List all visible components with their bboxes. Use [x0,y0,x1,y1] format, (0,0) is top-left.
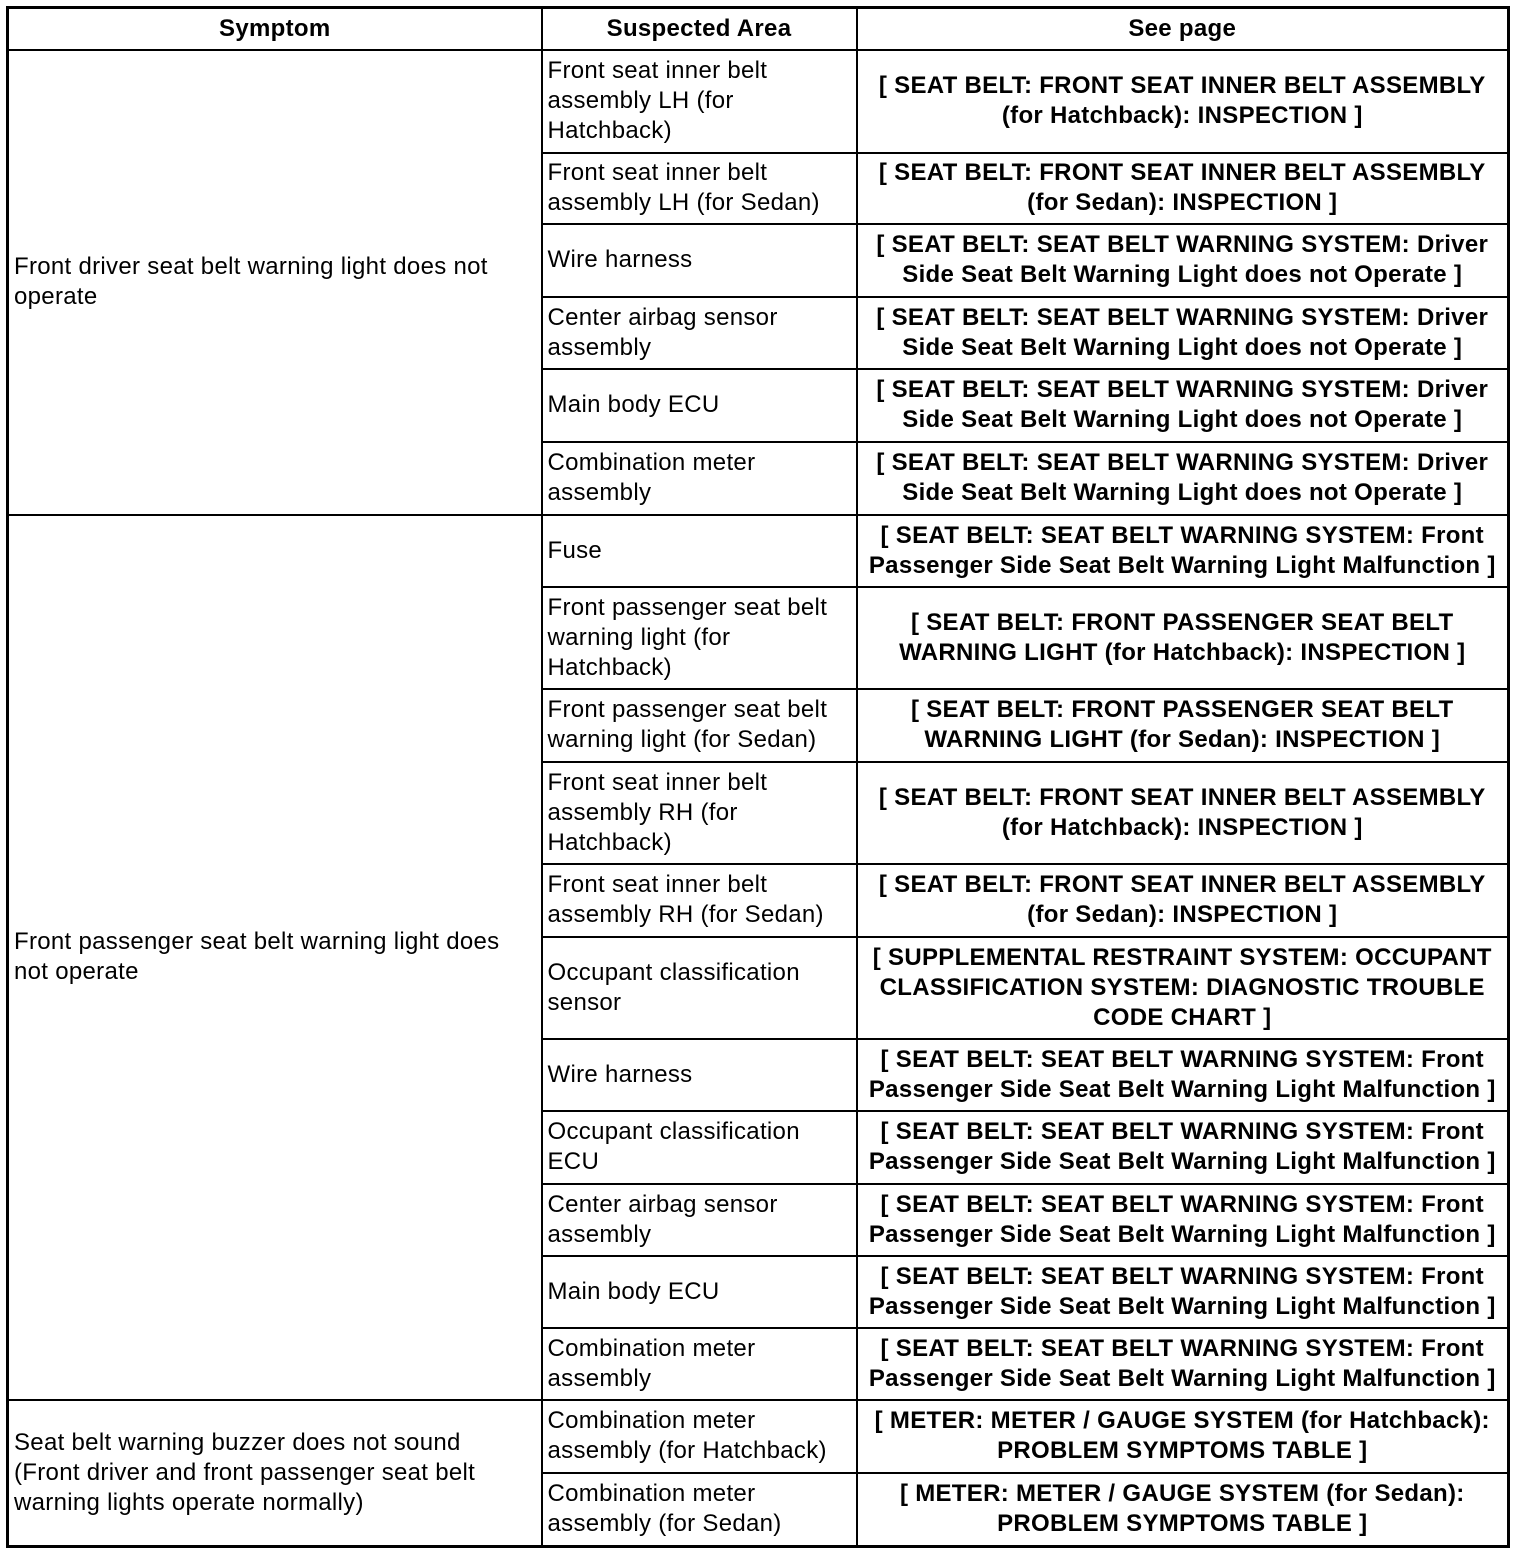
see-page-cell [857,297,1509,369]
see-page-cell [857,689,1509,762]
suspected-area-cell: Front passenger seat belt warning light (for Hatchback) [542,587,857,689]
symptom-cell: Front driver seat belt warning light does not operate [8,50,542,515]
suspected-area-cell: Front seat inner belt assembly RH (for Sedan) [542,864,857,937]
see-page-link[interactable]: [ METER: METER / GAUGE SYSTEM (for Sedan): PROBLEM SYMPTOMS TABLE ] [899,1480,1465,1538]
header-row [8,8,1509,50]
see-page-cell [857,1400,1509,1473]
see-page-cell [857,369,1509,442]
see-page-link[interactable]: [ METER: METER / GAUGE SYSTEM (for Hatchback): PROBLEM SYMPTOMS TABLE ] [874,1407,1490,1464]
see-page-link[interactable]: [ SUPPLEMENTAL RESTRAINT SYSTEM: OCCUPANT CLASSIFICATION SYSTEM: DIAGNOSTIC TROUBLE CODE CHART ] [872,943,1492,1031]
suspected-area-cell: Front passenger seat belt warning light (for Sedan) [542,689,857,762]
see-page-link[interactable]: [ SEAT BELT: SEAT BELT WARNING SYSTEM: Front Passenger Side Seat Belt Warning Light Malfunction ] [868,521,1496,579]
see-page-link[interactable]: [ SEAT BELT: SEAT BELT WARNING SYSTEM: Front Passenger Side Seat Belt Warning Light Malfunction ] [868,1334,1496,1392]
see-page-cell [857,1184,1509,1256]
suspected-area-cell: Main body ECU [542,369,857,442]
suspected-area-cell: Occupant classification ECU [542,1111,857,1184]
problem-symptoms-table [6,6,1510,1548]
suspected-area-cell: Front seat inner belt assembly LH (for Hatchback) [542,50,857,153]
see-page-link[interactable]: [ SEAT BELT: SEAT BELT WARNING SYSTEM: Driver Side Seat Belt Warning Light does not Operate ] [876,303,1489,361]
see-page-cell [857,937,1509,1039]
symptom-cell: Seat belt warning buzzer does not sound (Front driver and front passenger seat belt warning lights operate normally) [8,1400,542,1547]
table-row [8,515,1509,587]
suspected-area-cell: Front seat inner belt assembly LH (for Sedan) [542,153,857,224]
see-page-cell [857,1328,1509,1400]
see-page-link[interactable]: [ SEAT BELT: SEAT BELT WARNING SYSTEM: Driver Side Seat Belt Warning Light does not Operate ] [876,376,1489,433]
suspected-area-cell: Occupant classification sensor [542,937,857,1039]
see-page-cell [857,515,1509,587]
table-row [8,1400,1509,1473]
header-symptom: Symptom [8,8,542,50]
see-page-link[interactable]: [ SEAT BELT: SEAT BELT WARNING SYSTEM: Driver Side Seat Belt Warning Light does not Operate ] [876,231,1489,288]
see-page-link[interactable]: [ SEAT BELT: SEAT BELT WARNING SYSTEM: Driver Side Seat Belt Warning Light does not Operate ] [876,449,1489,506]
see-page-cell [857,1256,1509,1328]
see-page-cell [857,224,1509,297]
suspected-area-cell: Main body ECU [542,1256,857,1328]
suspected-area-cell: Combination meter assembly (for Sedan) [542,1473,857,1547]
see-page-link[interactable]: [ SEAT BELT: SEAT BELT WARNING SYSTEM: Front Passenger Side Seat Belt Warning Light Malfunction ] [868,1190,1496,1248]
see-page-cell [857,1039,1509,1111]
see-page-link[interactable]: [ SEAT BELT: SEAT BELT WARNING SYSTEM: Front Passenger Side Seat Belt Warning Light Malfunction ] [868,1045,1496,1103]
see-page-cell [857,442,1509,515]
suspected-area-cell: Fuse [542,515,857,587]
header-suspected-area: Suspected Area [542,8,857,50]
see-page-link[interactable]: [ SEAT BELT: FRONT SEAT INNER BELT ASSEMBLY (for Sedan): INSPECTION ] [878,159,1486,216]
see-page-link[interactable]: [ SEAT BELT: SEAT BELT WARNING SYSTEM: Front Passenger Side Seat Belt Warning Light Malfunction ] [868,1118,1496,1175]
suspected-area-cell: Combination meter assembly (for Hatchback) [542,1400,857,1473]
see-page-link[interactable]: [ SEAT BELT: SEAT BELT WARNING SYSTEM: Front Passenger Side Seat Belt Warning Light Malfunction ] [868,1262,1496,1320]
suspected-area-cell: Combination meter assembly [542,442,857,515]
see-page-link[interactable]: [ SEAT BELT: FRONT SEAT INNER BELT ASSEMBLY (for Sedan): INSPECTION ] [878,871,1486,928]
suspected-area-cell: Wire harness [542,224,857,297]
symptom-cell: Front passenger seat belt warning light does not operate [8,515,542,1400]
see-page-cell [857,1473,1509,1547]
header-see-page: See page [857,8,1509,50]
see-page-cell [857,864,1509,937]
see-page-cell [857,153,1509,224]
see-page-link[interactable]: [ SEAT BELT: FRONT SEAT INNER BELT ASSEMBLY (for Hatchback): INSPECTION ] [878,783,1486,841]
see-page-cell [857,50,1509,153]
suspected-area-cell: Front seat inner belt assembly RH (for Hatchback) [542,762,857,864]
see-page-link[interactable]: [ SEAT BELT: FRONT PASSENGER SEAT BELT WARNING LIGHT (for Sedan): INSPECTION ] [910,696,1454,753]
see-page-cell [857,1111,1509,1184]
see-page-cell [857,762,1509,864]
table-row [8,50,1509,153]
suspected-area-cell: Center airbag sensor assembly [542,1184,857,1256]
see-page-cell [857,587,1509,689]
suspected-area-cell: Wire harness [542,1039,857,1111]
suspected-area-cell: Combination meter assembly [542,1328,857,1400]
see-page-link[interactable]: [ SEAT BELT: FRONT PASSENGER SEAT BELT WARNING LIGHT (for Hatchback): INSPECTION ] [899,608,1466,666]
suspected-area-cell: Center airbag sensor assembly [542,297,857,369]
see-page-link[interactable]: [ SEAT BELT: FRONT SEAT INNER BELT ASSEMBLY (for Hatchback): INSPECTION ] [878,72,1486,129]
